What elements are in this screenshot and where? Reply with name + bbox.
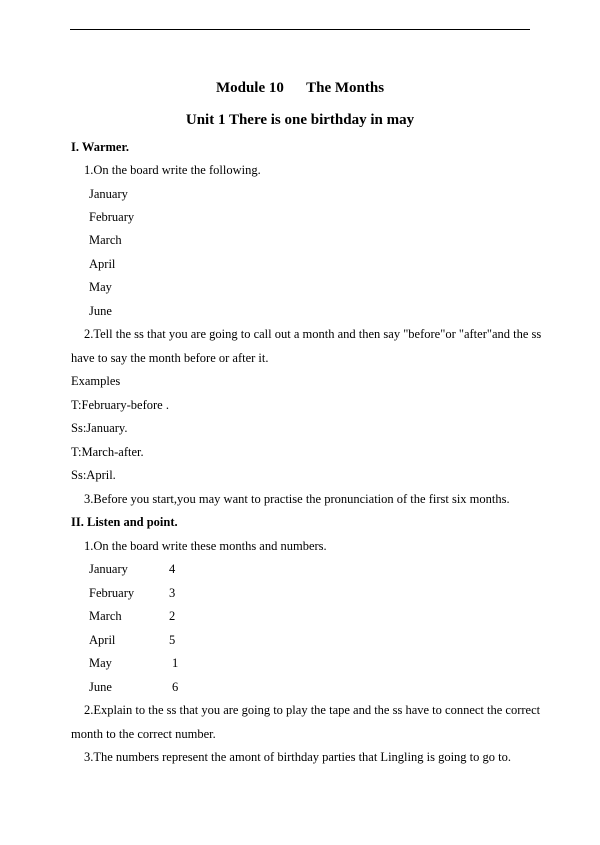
table-number: 2 <box>169 609 176 623</box>
table-month: March <box>89 609 122 623</box>
section2-step1: 1.On the board write these months and numbers. <box>84 539 327 553</box>
section2-step2-line2: month to the correct number. <box>71 727 216 741</box>
month-item: March <box>89 233 122 247</box>
table-number: 3 <box>169 586 176 600</box>
table-month: May <box>89 656 112 670</box>
section2-heading: II. Listen and point. <box>71 515 178 529</box>
month-item: January <box>89 187 128 201</box>
month-item: June <box>89 304 112 318</box>
table-number: 5 <box>169 633 176 647</box>
table-month: January <box>89 562 128 576</box>
table-number: 6 <box>172 680 179 694</box>
table-month: April <box>89 633 116 647</box>
unit-title: Unit 1 There is one birthday in may <box>185 112 415 128</box>
top-rule <box>70 29 530 30</box>
section2-step3: 3.The numbers represent the amont of birthday parties that Lingling is going to go to. <box>84 750 511 764</box>
example-line: Ss:January. <box>71 421 128 435</box>
month-item: May <box>89 280 112 294</box>
section1-step3: 3.Before you start,you may want to practise the pronunciation of the first six months. <box>84 492 510 506</box>
module-name: The Months <box>306 80 385 96</box>
examples-label: Examples <box>71 374 121 388</box>
table-number: 1 <box>172 656 179 670</box>
section1-step1: 1.On the board write the following. <box>84 163 261 177</box>
table-number: 4 <box>169 562 176 576</box>
example-line: Ss:April. <box>71 468 116 482</box>
section2-step2-line1: 2.Explain to the ss that you are going to play the tape and the ss have to connect the correct <box>84 703 541 717</box>
module-title <box>0 80 600 97</box>
module-number: Module 10 <box>215 80 284 96</box>
section1-step2-line2: have to say the month before or after it. <box>71 351 269 365</box>
month-item: April <box>89 257 116 271</box>
table-month: June <box>89 680 112 694</box>
section1-step2-line1: 2.Tell the ss that you are going to call out a month and then say "before"or "after"and the ss <box>84 327 542 341</box>
example-line: T:February-before . <box>71 398 169 412</box>
section1-heading: I. Warmer. <box>71 140 129 154</box>
table-month: February <box>89 586 135 600</box>
month-item: February <box>89 210 135 224</box>
example-line: T:March-after. <box>71 445 144 459</box>
